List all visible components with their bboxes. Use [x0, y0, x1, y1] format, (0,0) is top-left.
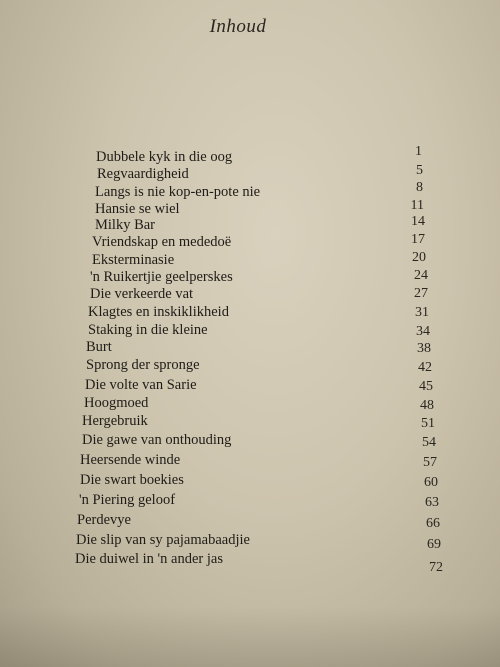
- toc-entry-title: Burt: [86, 339, 112, 355]
- toc-entry-title: Langs is nie kop-en-pote nie: [95, 184, 261, 200]
- toc-entry-title: Milky Bar: [95, 217, 156, 233]
- toc-entry-page-number: 24: [414, 268, 428, 283]
- toc-entry-page-number: 42: [418, 360, 432, 375]
- toc-entry-page-number: 31: [415, 305, 429, 320]
- toc-entry-page-number: 72: [429, 560, 443, 575]
- toc-entry-page-number: 34: [416, 324, 430, 339]
- toc-entry-page-number: 54: [422, 435, 436, 450]
- toc-entry-title: Hansie se wiel: [95, 201, 180, 217]
- toc-entry-page-number: 51: [421, 416, 435, 431]
- toc-entry-title: Hergebruik: [82, 413, 148, 429]
- page-shadow: [0, 607, 500, 667]
- toc-entry-page-number: 45: [419, 379, 433, 394]
- toc-entry-page-number: 63: [425, 495, 439, 510]
- toc-entry-page-number: 27: [414, 286, 428, 301]
- toc-entry-title: Regvaardigheid: [97, 166, 189, 182]
- toc-entry-title: Heersende winde: [80, 452, 181, 468]
- toc-entry-page-number: 69: [427, 537, 441, 552]
- toc-entry-title: Perdevye: [77, 512, 131, 528]
- toc-entry-page-number: 8: [416, 180, 423, 195]
- toc-entry-page-number: 20: [412, 250, 426, 265]
- toc-entry-title: Die slip van sy pajamabaadjie: [76, 532, 250, 548]
- page-title: Inhoud: [209, 16, 267, 37]
- toc-entry-title: Hoogmoed: [84, 395, 149, 411]
- toc-entry-title: 'n Piering geloof: [79, 492, 176, 508]
- toc-entry-title: 'n Ruikertjie geelperskes: [90, 269, 233, 285]
- toc-entry-page-number: 57: [423, 455, 437, 470]
- toc-entry-title: Die duiwel in 'n ander jas: [75, 551, 223, 567]
- toc-entry-page-number: 11: [410, 198, 424, 213]
- toc-entry-title: Die swart boekies: [80, 472, 184, 488]
- toc-entry-title: Die volte van Sarie: [85, 377, 197, 393]
- toc-entry-page-number: 14: [411, 214, 425, 229]
- toc-entry-title: Sprong der spronge: [86, 357, 200, 373]
- toc-entry-title: Klagtes en inskiklikheid: [88, 304, 229, 320]
- toc-entry-title: Die verkeerde vat: [90, 286, 194, 302]
- toc-entry-title: Eksterminasie: [92, 252, 175, 268]
- toc-entry-title: Staking in die kleine: [88, 322, 208, 338]
- toc-entry-page-number: 17: [411, 232, 425, 247]
- toc-entry-page-number: 48: [420, 398, 434, 413]
- toc-entry-title: Vriendskap en mededoë: [92, 234, 232, 250]
- toc-entry-title: Dubbele kyk in die oog: [96, 149, 233, 165]
- toc-entry-title: Die gawe van onthouding: [82, 432, 232, 448]
- toc-entry-page-number: 5: [416, 163, 423, 178]
- toc-entry-page-number: 66: [426, 516, 440, 531]
- toc-entry-page-number: 38: [417, 341, 431, 356]
- toc-entry-page-number: 1: [415, 144, 422, 159]
- toc-entry-page-number: 60: [424, 475, 438, 490]
